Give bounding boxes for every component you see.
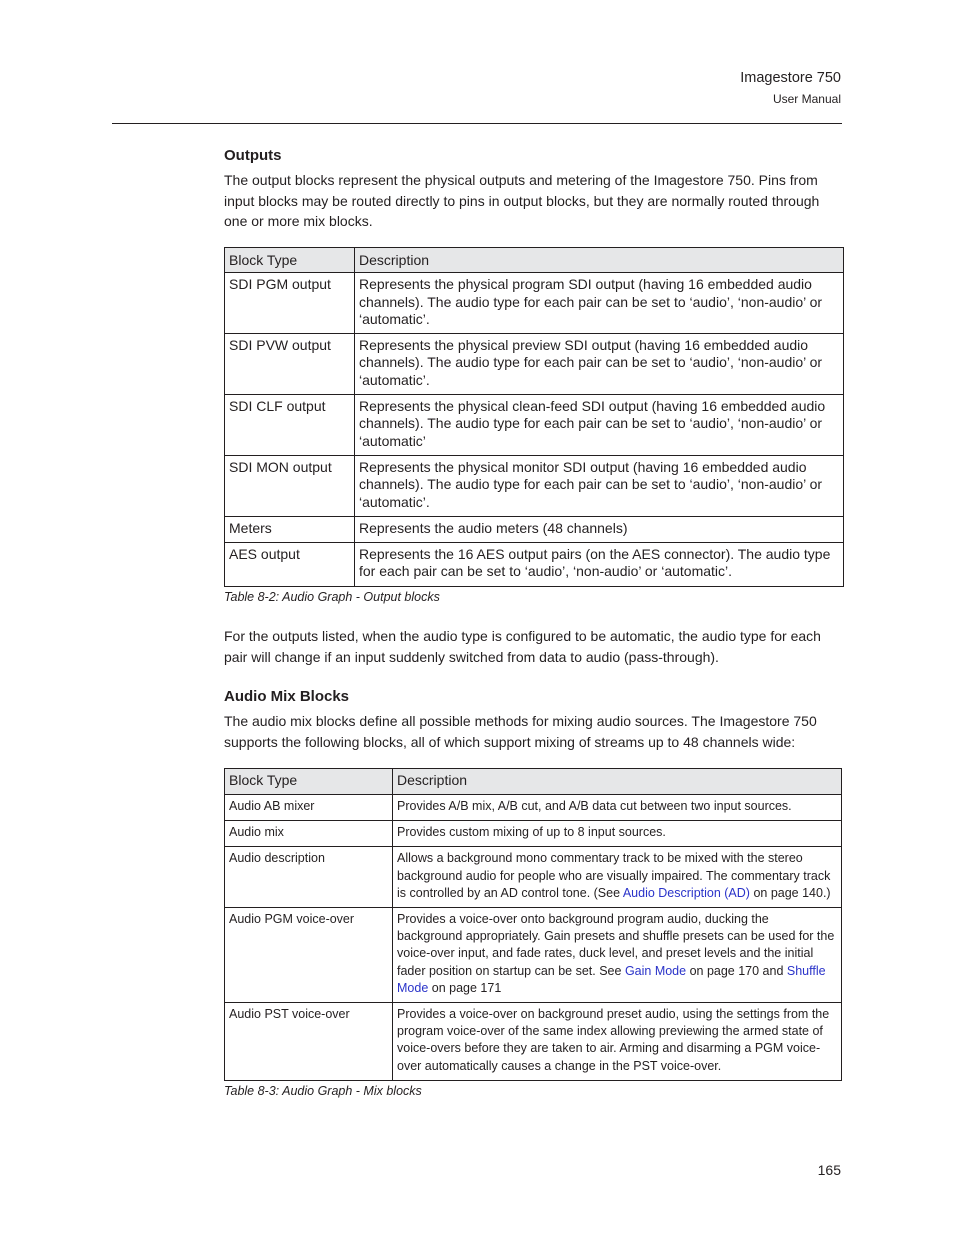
description-cell: Represents the audio meters (48 channels) [355,516,844,542]
description-text: on page 171 [428,980,502,995]
description-cell: Provides a voice-over on background preset audio, using the settings from the program voice-over of the same index allowing previewing the armed state of voice-overs before they are taken to air. Arming and disarming a PGM voice-over automatically causes a change in the PST voice-over. [393,1003,842,1081]
description-cell: Represents the physical preview SDI output (having 16 embedded audio channels). The audio type for each pair can be set to ‘audio’, ‘non-audio’ or ‘automatic’. [355,334,844,395]
description-cell: Represents the physical monitor SDI output (having 16 embedded audio channels). The audio type for each pair can be set to ‘audio’, ‘non-audio’ or ‘automatic’. [355,455,844,516]
block-type-cell: Audio PST voice-over [225,1003,393,1081]
table-row [225,1003,842,1081]
table-row [225,908,842,1003]
description-cell: Represents the 16 AES output pairs (on the AES connector). The audio type for each pair can be set to ‘audio’, ‘non-audio’ or ‘automatic’. [355,543,844,587]
mix-section [224,688,844,752]
outputs-note: For the outputs listed, when the audio type is configured to be automatic, the audio type for each pair will change if an input suddenly switched from data to audio (pass-through). [224,628,821,665]
table-row [225,395,844,456]
outputs-section [224,147,844,232]
block-type-cell: Meters [225,516,355,542]
table-row [225,273,844,334]
gain-mode-link[interactable]: Gain Mode [624,963,687,978]
table-row [225,334,844,395]
description-cell: Provides custom mixing of up to 8 input sources. [393,821,842,847]
page-number: 165 [817,1162,841,1178]
description-cell: Represents the physical program SDI output (having 16 embedded audio channels). The audio type for each pair can be set to ‘audio’, ‘non-audio’ or ‘automatic’. [355,273,844,334]
header-rule [112,123,842,124]
table-caption: Table 8-3: Audio Graph - Mix blocks [224,1083,422,1098]
block-type-cell: SDI PGM output [225,273,355,334]
audio-description-link[interactable]: Audio Description (AD) [622,885,750,900]
table-header-row [225,248,844,273]
block-type-cell: Audio mix [225,821,393,847]
description-cell [393,847,842,908]
block-type-cell: SDI CLF output [225,395,355,456]
description-text: Allows a background mono commentary track to be mixed with the stereo background audio for people who are visually impaired. The commentary track is controlled by an AD control tone. (See [397,851,831,900]
table-row [225,821,842,847]
table-caption: Table 8-2: Audio Graph - Output blocks [224,589,440,604]
outputs-intro: The output blocks represent the physical outputs and metering of the Imagestore 750. Pins from input blocks may be routed directly to pins in output blocks, but they are normally routed through one or more mix blocks. [224,172,820,229]
table-header-row [225,769,842,795]
description-text: on page 140.) [749,885,831,900]
block-type-cell: Audio PGM voice-over [225,908,393,1003]
column-header: Block Type [225,248,355,273]
block-type-cell: Audio description [225,847,393,908]
description-cell: Represents the physical clean-feed SDI output (having 16 embedded audio channels). The audio type for each pair can be set to ‘audio’, ‘non-audio’ or ‘automatic’ [355,395,844,456]
mix-intro: The audio mix blocks define all possible methods for mixing audio sources. The Imagestore 750 supports the following blocks, all of which support mixing of streams up to 48 channels wide: [224,713,817,750]
outputs-note-wrap [224,626,844,667]
column-header: Block Type [225,769,393,795]
block-type-cell: SDI MON output [225,455,355,516]
column-header: Description [355,248,844,273]
outputs-table-wrap [224,247,844,604]
table-row [225,543,844,587]
outputs-heading: Outputs [224,147,282,164]
document-subtitle: User Manual [772,92,841,106]
table-row [225,847,842,908]
table-row [225,455,844,516]
mix-heading: Audio Mix Blocks [224,688,350,705]
block-type-cell: Audio AB mixer [225,795,393,821]
description-cell [393,908,842,1003]
outputs-table [224,247,844,587]
description-cell: Provides A/B mix, A/B cut, and A/B data cut between two input sources. [393,795,842,821]
mix-table-wrap [224,768,842,1098]
table-row [225,516,844,542]
mix-table [224,768,842,1081]
shuffle-mode-link[interactable]: Shuffle Mode [397,963,826,995]
column-header: Description [393,769,842,795]
block-type-cell: SDI PVW output [225,334,355,395]
table-row [225,795,842,821]
document-title: Imagestore 750 [740,70,841,86]
description-text: on page 170 and [686,963,787,978]
description-text: Provides a voice-over onto background program audio, ducking the background appropriately. Gain presets and shuffle presets can be used for the voice-over input, and fade rates, duck level, and preset levels and the initial fader position on startup can be set. See [397,912,835,978]
block-type-cell: AES output [225,543,355,587]
